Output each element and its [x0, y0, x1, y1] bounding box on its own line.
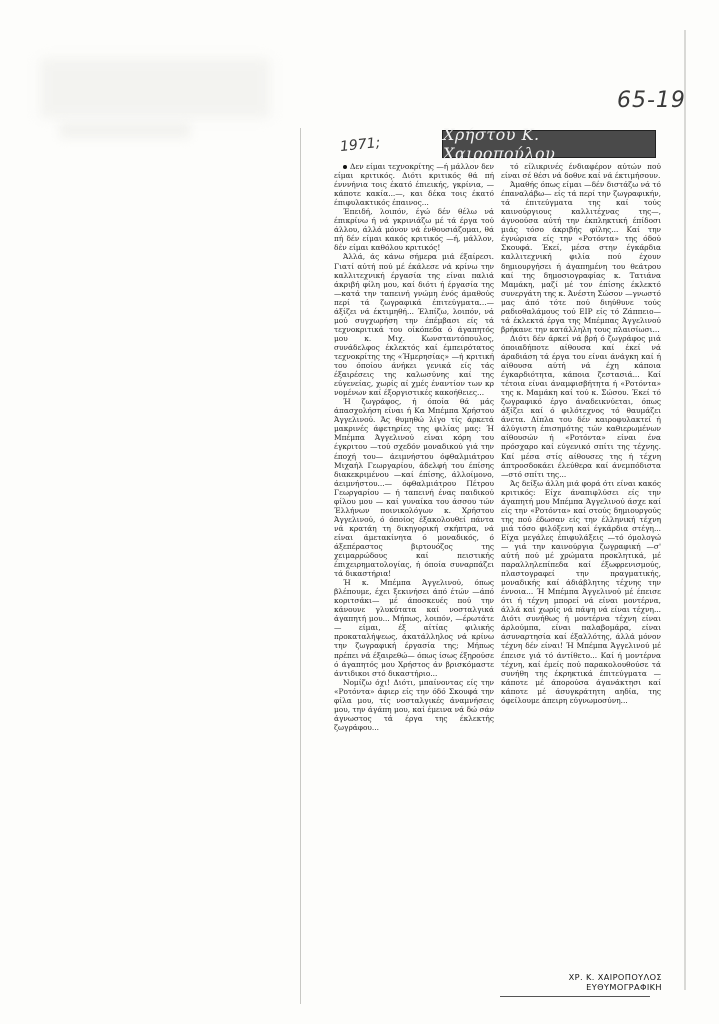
author-banner — [442, 125, 656, 163]
article-paragraph: Ή κ. Μπέμπα Άγγελινού, όπως βλέπουμε, έχει ξεκινήσει άπό έτών —άπό κοριτσάκι— μέ άποσκευές πού την κάνουνε γλυκύτατα καί νοσταλγικά άγαπητή μου... Μήπως, λοιπόν, —έρωτάτε— είμαι, έξ αίτίας φιλικής προκαταλήψεως, άκατάλληλος νά κρίνω την ζωγραφική έργασία της; Μήπως πρέπει νά έξαιρεθώ— όπως ίσως έξηρούσε ό άγαπητός μου Χρήστος άν βρισκόμαστε άντιδικοι στό δικαστήριο... — [334, 578, 494, 678]
article-column-left — [334, 162, 494, 732]
article-paragraph: Νομίζω όχι! Διότι, μπαίνοντας είς την «Ροτόντα» άφιερ είς την όδό Σκουφά την φίλα μου, τίς νοσταλγικές άναμνήσεις μου, την άγάπη μου, καί έμεινα νά δώ σάν άγνωστος τά έργα της έκλεκτής ζωγράφου... — [334, 677, 494, 732]
signature-rule — [500, 996, 650, 997]
author-signature — [512, 972, 662, 992]
handwritten-reference-number: 65-19 — [617, 88, 686, 113]
article-paragraph: Ή ζωγράφος, ή όποία θά μάς άπασχολήση είναι ή Κα Μπέμπα Χρήστου Άγγελινού. Άς θυμηθώ λίγο τίς άρκετά μακρινές άφετηρίες της φιλίας μας: Ή Μπέμπα Άγγελινού είναι κόρη του έγκριτου —τού σχεδόν μοναδικού γιά την έποχή του— άειμνήστου όφθαλμιάτρου Μιχαήλ Γεωργαρίου, άδελφή του έπίσης διακεκριμένου —καί έπίσης, άλλοίμονο, άειμνήστου...— όφθαλμιάτρου Πέτρου Γεωργαρίου — ή ταπεινή ένας παιδικού φίλου μου — καί γυναίκα του άσσου τών Έλλήνων ποινικολόγων κ. Χρήστου Άγγελινού, ό όποίος έξακολουθεί πάντα νά κρατάη τη δικηγορική σκήπτρα, νά είναι άμετακίνητα ό μοναδικός, ό άξεπέραστος βιρτουόζος της χειμαρρώδους καί πειστικής έπιχειρηματολογίας, ή όποία συναρπάζει τά δικαστήρια! — [334, 397, 494, 579]
article-paragraph: Έπειδή, λοιπόν, έγώ δέν θέλω νά έπικρίνω ή νά γκρινιάζω μέ τά έργα τού άλλου, άλλά μόνον νά ένθουσιάζομαι, θά πή δέν είμαι κακός κριτικός —ή, μάλλον, δέν είμαι καθόλου κριτικός! — [334, 207, 494, 253]
handwritten-year: 1971; — [339, 134, 382, 156]
article-paragraph: Άμαθής όπως είμαι —δέν διστάζω νά τό έπαναλάβω— είς τά περί την ζωγραφικήν, τά έπιτεύγματα της καί τούς καινούργιους καλλιτέχνας της—, άγνοούσα αύτή την έκπληκτική έπίδοσι μιάς τόσο άκριβής φίλης... Καί την έγνώρισα είς την «Ροτόντα» της όδού Σκουφά. Έκεί, μέσα στην έγκάρδια καλλιτεχνική φιλία πού έχουν δημιουργήσει ή άγαπημένη του θεάτρου καί της δημοσιογραφίας κ. Τατιάνα Μαμάκη, μαζί μέ τον έπίσης έκλεκτό συνεργάτη της κ. Άνέστη Σώσον —γνωστό μας άπό τότε πού διηύθυνε τούς ραδιοθαλάμους τού ΕΙΡ είς τό Ζάππειο— τά έκλεκτά έργα της Μπέμπας Άγγελινού βρήκανε την κατάλληλη τους πλαισίωσι... — [501, 180, 661, 334]
author-banner-text: Χρήστου Κ. Χαιροπούλου — [443, 125, 556, 163]
article-paragraph: τό είλικρινές ένδιαφέρον αύτών πού είναι σέ θέσι νά δοθνε καί νά έκτιμήσουν. — [501, 162, 661, 181]
article-paragraph: Άς δείξω άλλη μιά φορά ότι είναι κακός κριτικός: Είχε άναπιφλύσει είς την άγαπητή μου Μπέμπα Άγγελινού άσχε καί είς την «Ροτόντα» καί στούς δημιουργούς της πού έδωσαν είς την έλληνική τέχνη μιά τόσο φιλόξενη καί έγκάρδια στέγη... Είχα μεγάλες έπιφυλάξεις —τό όμολογώ— γιά την καινούργια ζωγραφική —σ' αύτή πού μέ χρώματα προκλητικά, μέ παραλληλεπίπεδα καί έξωφρενισμούς, πλαστογραφεί την πραγματικής, μοναδικής καί άδιάβλητης τέχνης την έννοια... Ή Μπέμπα Άγγελινού μέ έπεισε ότι ή τέχνη μπορεί νά είναι μοντέρνα, άλλά καί χωρίς νά πάψη νά είναι τέχνη... Διότι συνήθως ή μοντέρνα τέχνη είναι άρλούμπα, είναι παλαβομάρα, είναι άσυναρτησία καί έξαλλότης, άλλά μόνον τέχνη δέν είναι! Ή Μπέμπα Άγγελινού μέ έπεισε γιά τό άντίθετο... Καί ή μοντέρνα τέχνη, καί έμείς πού παρακολουθούσε τά συνήθη της έκρηκτικά έπιτεύγματα — κάποτε μέ άπορούσα άγανάκτησι καί κάποτε μέ άσυγκράτητη αηδία, της όφείλουμε άπειρη εύγνωμοσύνη... — [501, 478, 661, 705]
article-paragraph: Διότι δέν άρκεί νά βρή ό ζωγράφος μιά όποιαδήποτε αίθουσα καί έκεί νά άραδιάση τά έργα του είναι άνάγκη καί ή αίθουσα αύτή νά έχη κάποια έγκαρδιότητα, κάποια ζεστασιά... Καί τέτοια είναι άναμφισβήτητα ή «Ροτόντα» της κ. Μαμάκη καί τού κ. Σώσου. Έκεί τό ζωγραφικό έργο άναδεικνύεται, όπως άξίζει καί ό φιλότεχνος τό θαυμάζει άνετα. Δίπλα του δέν καιροφυλακτεί ή άλύγιστη έπισημότης τών καθιερωμένων αίθουσών ή «Ροτόντα» είναι ένα πρόσχαρο καί εύγενικό σπίτι της τέχνης. Καί μέσα στίς αίθουσες της ή τέχνη άπτροσδοκάει έλεύθερα καί άνεμπόδιστα —στό σπίτι της... — [501, 333, 661, 479]
faded-print-smudge — [60, 122, 190, 138]
faded-print-smudge — [40, 58, 270, 118]
article-paragraph: Δεν είμαι τεχνοκρίτης —ή μάλλον δεν είμαι κριτικός. Διότι κριτικός θά πή ένννήνια τοις έκατό έπιεικής, γκρίνια, —κάποτε κακία...—, και δέκα τοις έκατό έπιφυλακτικός έπαινος... — [334, 162, 494, 208]
signature-name: ΧΡ. Κ. ΧΑΙΡΟΠΟΥΛΟΣ — [568, 972, 662, 982]
signature-column-title: ΕΥΘΥΜΟΓΡΑΦΙΚΗ — [586, 982, 662, 992]
article-paragraph: Άλλά, άς κάνω σήμερα μιά έξαίρεσι. Γιατί αύτή πού μέ έκάλεσε νά κρίνω την καλλιτεχνική έργασία της είναι παλιά άκριβή φίλη μου, καί διότι ή έργασία της —κατά την ταπεινή γνώμη ένός άμαθούς περί τά ζωγραφικά έπιτεύγματα...— άξίζει νά έκτιμηθή... Έλπίζω, λοιπόν, νά μού συγχωρήση την έπέμβασι είς τά τεχνοκριτικά του οίκόπεδα ό άγαπητός μου κ. Μιχ. Κωνσταντόπουλος, συνάδελφος έκλεκτός καί έμπειρότατος τεχνοκρίτης της «Ήμερησίας» —ή κριτική του όποίου άνήκει γενικά είς τάς έξαιρέσεις της καλωσύνης καί της εύγενείας, χωρίς αί χμές έναντίον των κρ νομένων καί έξοργιστικές κακοήθειες... — [334, 252, 494, 398]
bullet-icon — [343, 165, 347, 169]
page-edge-shadow — [684, 30, 686, 990]
article-column-right — [501, 162, 661, 705]
